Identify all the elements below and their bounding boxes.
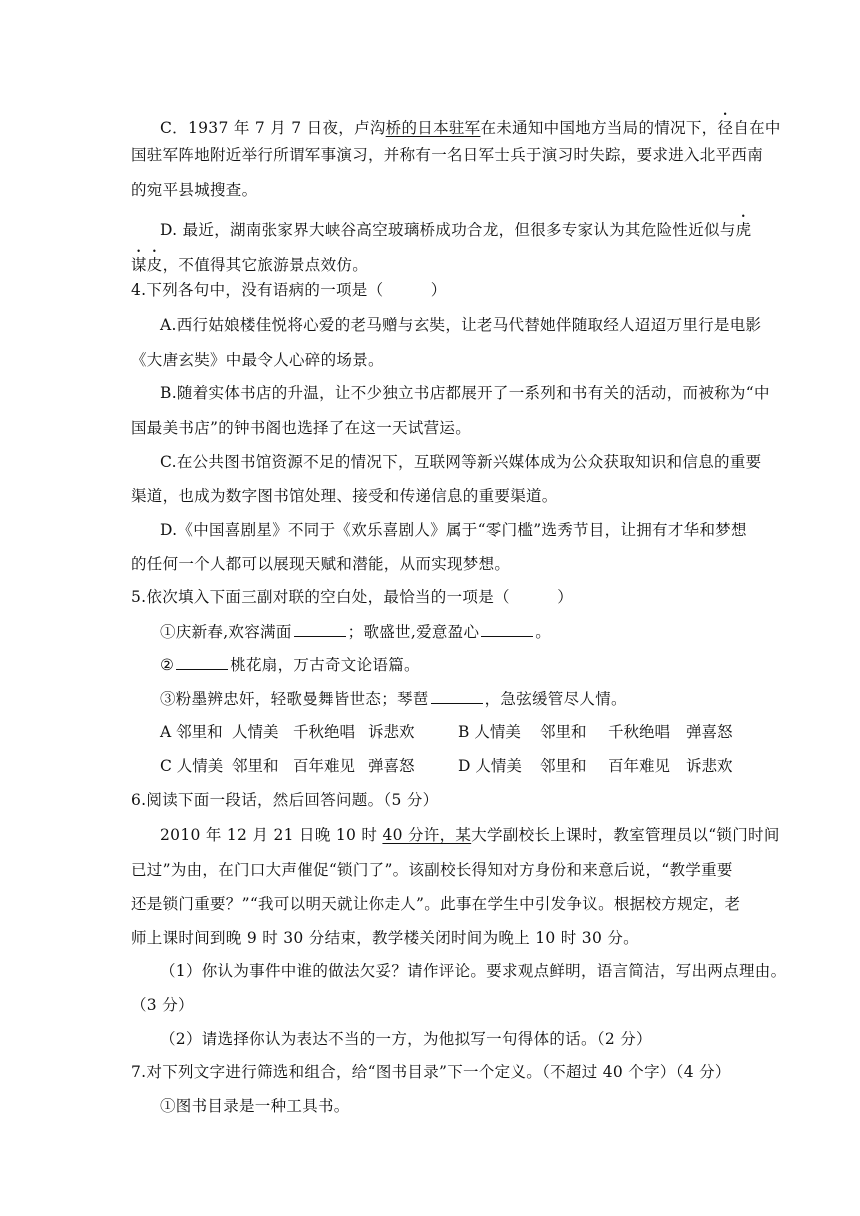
q4-option-b-line-2: 国最美书店”的钟书阁也选择了在这一天试营运。 <box>131 419 472 437</box>
q7-item-1: ①图书目录是一种工具书。 <box>160 1097 350 1115</box>
q4-option-c-line-1: C.在公共图书馆资源不足的情况下，互联网等新兴媒体成为公众获取知识和信息的重要 <box>160 453 762 471</box>
q5-option-c-4: 弹喜怒 <box>368 757 415 775</box>
q4-option-c-line-2: 渠道，也成为数字图书馆处理、接受和传递信息的重要渠道。 <box>131 487 558 505</box>
q5-option-b-4: 弹喜怒 <box>686 723 733 741</box>
fill-blank <box>481 622 533 637</box>
q4-option-a-line-1: A.西行姑娘楼佳悦将心爱的老马赠与玄奘，让老马代替她伴随取经人迢迢万里行是电影 <box>160 316 762 334</box>
fill-blank <box>431 689 483 704</box>
fill-blank <box>294 622 346 637</box>
q5-option-a-1: A 邻里和 <box>160 723 223 741</box>
q4-option-b-line-1: B.随着实体书店的升温，让不少独立书店都展开了一系列和书有关的活动，而被称为“中 <box>160 384 770 402</box>
q6-subquestion-2: （2）请选择你认为表达不当的一方，为他拟写一句得体的话。（2 分） <box>160 1030 652 1048</box>
q5-option-d-3: 百年难见 <box>608 757 671 775</box>
q3-option-c-line-2: 国驻军阵地附近举行所谓军事演习，并称有一名日军士兵于演习时失踪，要求进入北平西南 <box>131 146 764 164</box>
q5-option-d-4: 诉悲欢 <box>686 757 733 775</box>
q6-subquestion-1-line-2: （3 分） <box>131 996 194 1014</box>
fill-blank <box>176 655 228 670</box>
q6-passage-line-3: 还是锁门重要？”“我可以明天就让你走人”。此事在学生中引发争议。根据校方规定，老 <box>131 895 741 913</box>
dotted-chars: 谋皮 <box>131 256 163 274</box>
q5-option-c-3: 百年难见 <box>293 757 356 775</box>
q5-option-a-4: 诉悲欢 <box>368 723 415 741</box>
q5-option-d-2: 邻里和 <box>540 757 587 775</box>
underlined-phrase: 桥的日本驻军 <box>385 119 481 137</box>
q5-option-c-2: 邻里和 <box>232 757 279 775</box>
q4-stem: 4.下列各句中，没有语病的一项是（ ） <box>131 281 447 299</box>
q5-stem: 5.依次填入下面三副对联的空白处，最恰当的一项是（ ） <box>131 588 573 606</box>
q5-option-b-3: 千秋绝唱 <box>608 723 671 741</box>
underlined-phrase: 40 分许，某 <box>382 826 472 844</box>
q3-option-c-line-3: 的宛平县城搜查。 <box>131 181 258 199</box>
q5-option-d-1: D 人情美 <box>458 757 522 775</box>
q4-option-d-line-2: 的任何一个人都可以展现天赋和潜能，从而实现梦想。 <box>131 555 511 573</box>
q4-option-a-line-2: 《大唐玄奘》中最令人心碎的场景。 <box>131 351 384 369</box>
q6-stem: 6.阅读下面一段话，然后回答问题。（5 分） <box>131 791 439 809</box>
q6-passage-line-1: 2010 年 12 月 21 日晚 10 时 40 分许，某大学副校长上课时，教室管理员以“锁门时间 <box>160 826 780 844</box>
dotted-char: 虎 <box>735 221 752 239</box>
q5-couplet-2: ② 桃花扇，万古奇文论语篇。 <box>160 656 420 674</box>
q5-option-b-1: B 人情美 <box>458 723 521 741</box>
q4-option-d-line-1: D.《中国喜剧星》不同于《欢乐喜剧人》属于“零门槛”选秀节目，让拥有才华和梦想 <box>160 521 747 539</box>
q5-option-b-2: 邻里和 <box>540 723 587 741</box>
q6-subquestion-1-line-1: （1）你认为事件中谁的做法欠妥？请作评论。要求观点鲜明，语言简洁，写出两点理由。 <box>160 962 787 980</box>
q6-passage-line-2: 已过”为由，在门口大声催促“锁门了”。该副校长得知对方身份和来意后说，“教学重要 <box>131 861 733 879</box>
q5-option-a-2: 人情美 <box>232 723 279 741</box>
q3-option-d-line-2: 谋皮，不值得其它旅游景点效仿。 <box>131 256 369 274</box>
q7-stem: 7.对下列文字进行筛选和组合，给“图书目录”下一个定义。（不超过 40 个字）（4 分） <box>131 1063 731 1081</box>
q3-option-c-line-1: C．1937 年 7 月 7 日夜，卢沟桥的日本驻军在未通知中国地方当局的情况下，径自在中 <box>160 119 781 137</box>
q6-passage-line-4: 师上课时间到晚 9 时 30 分结束，教学楼关闭时间为晚上 10 时 30 分。 <box>131 929 639 947</box>
q5-couplet-3: ③粉墨辨忠奸，轻歌曼舞皆世态；琴琶 ，急弦缓管尽人情。 <box>160 690 627 708</box>
q5-couplet-1: ①庆新春,欢容满面 ；歌盛世,爱意盈心 。 <box>160 623 552 641</box>
dotted-char: 径 <box>717 119 734 137</box>
q3-option-d-line-1: D. 最近，湖南张家界大峡谷高空玻璃桥成功合龙，但很多专家认为其危险性近似与虎 <box>160 221 752 239</box>
q5-option-c-1: C 人情美 <box>160 757 224 775</box>
q5-option-a-3: 千秋绝唱 <box>293 723 356 741</box>
